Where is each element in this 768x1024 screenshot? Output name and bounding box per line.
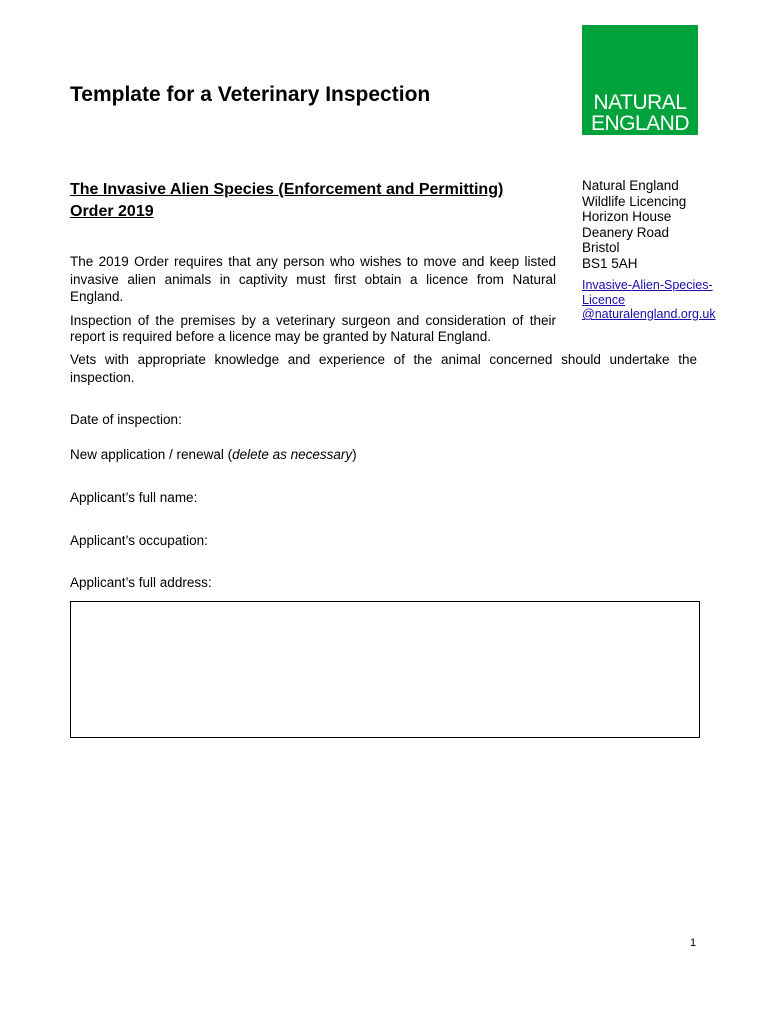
order-title-text: The Invasive Alien Species (Enforcement and Permitting) Order 2019 [70, 181, 504, 220]
logo-text-line-1: NATURAL [593, 91, 687, 114]
address-line: Horizon House [582, 209, 672, 224]
page-number: 1 [690, 937, 697, 949]
email-line: @naturalengland.org.uk [582, 307, 716, 321]
address-line: Bristol [582, 240, 620, 255]
address-line: Natural England [582, 178, 679, 193]
document-title: Template for a Veterinary Inspection [70, 83, 431, 106]
postal-address [582, 178, 686, 271]
address-line: Wildlife Licencing [582, 193, 687, 209]
email-line: Licence [582, 292, 626, 307]
contact-email-link[interactable] [582, 278, 716, 322]
applicant-occupation-label: Applicant’s occupation: [70, 533, 208, 548]
vets-paragraph: Vets with appropriate knowledge and experience of the animal concerned should undertake the inspection. [70, 352, 697, 385]
application-suffix: ) [352, 447, 357, 462]
date-of-inspection-label: Date of inspection: [70, 412, 182, 427]
intro-paragraph: The 2019 Order requires that any person who wishes to move and keep listed invasive alien animals in captivity must first obtain a licence from Natural England. [70, 254, 556, 304]
order-title [70, 179, 550, 223]
email-line: Invasive-Alien-Species- [582, 278, 713, 292]
natural-england-logo [582, 25, 698, 135]
application-type-label [70, 446, 357, 463]
application-prefix: New application / renewal ( [70, 447, 233, 462]
logo-text-line-2: ENGLAND [590, 112, 690, 135]
inspection-paragraph: Inspection of the premises by a veterinary surgeon and consideration of their report is required before a licence may be granted by Natural England. [70, 313, 556, 344]
applicant-name-label: Applicant’s full name: [70, 490, 198, 505]
address-line: Deanery Road [582, 224, 670, 240]
application-note: delete as necessary [232, 447, 353, 462]
applicant-address-label: Applicant’s full address: [70, 575, 212, 590]
address-line: BS1 5AH [582, 255, 638, 271]
applicant-address-box[interactable] [70, 601, 700, 738]
